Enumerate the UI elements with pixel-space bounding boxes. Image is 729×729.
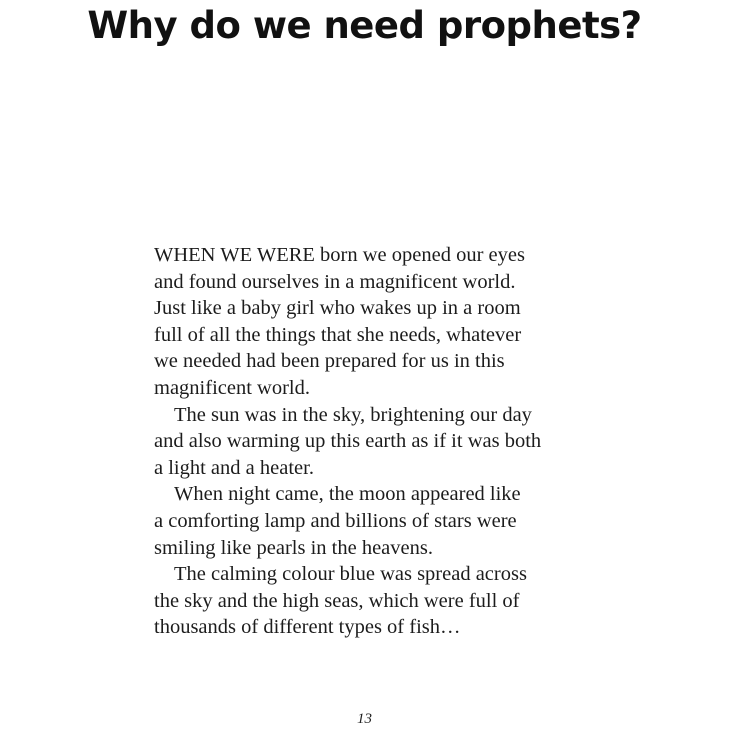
body-text — [154, 242, 594, 641]
paragraph — [154, 402, 594, 482]
text-line: The calming colour blue was spread across — [174, 563, 527, 586]
text-line: WHEN WE WERE born we opened our eyes — [154, 244, 525, 266]
text-line: and also warming up this earth as if it was both — [154, 430, 542, 453]
text-line: The sun was in the sky, brightening our day — [174, 403, 532, 426]
paragraph — [154, 561, 594, 641]
text-line: smiling like pearls in the heavens. — [154, 536, 433, 559]
text-line: magnificent world. — [154, 376, 310, 399]
paragraph — [154, 481, 594, 561]
text-line: the sky and the high seas, which were full of — [154, 589, 520, 612]
text-line: thousands of different types of fish… — [154, 616, 461, 639]
text-line: and found ourselves in a magnificent world. — [154, 270, 516, 293]
text-line: a light and a heater. — [154, 456, 314, 479]
page-title: Why do we need prophets? — [87, 4, 642, 47]
text-line: When night came, the moon appeared like — [174, 483, 521, 506]
text-line: Just like a baby girl who wakes up in a room — [154, 297, 521, 320]
paragraph — [154, 242, 594, 402]
text-line: we needed had been prepared for us in this — [154, 350, 505, 373]
text-line: a comforting lamp and billions of stars were — [154, 509, 517, 532]
page-number: 13 — [357, 711, 372, 727]
text-line: full of all the things that she needs, whatever — [154, 323, 522, 346]
